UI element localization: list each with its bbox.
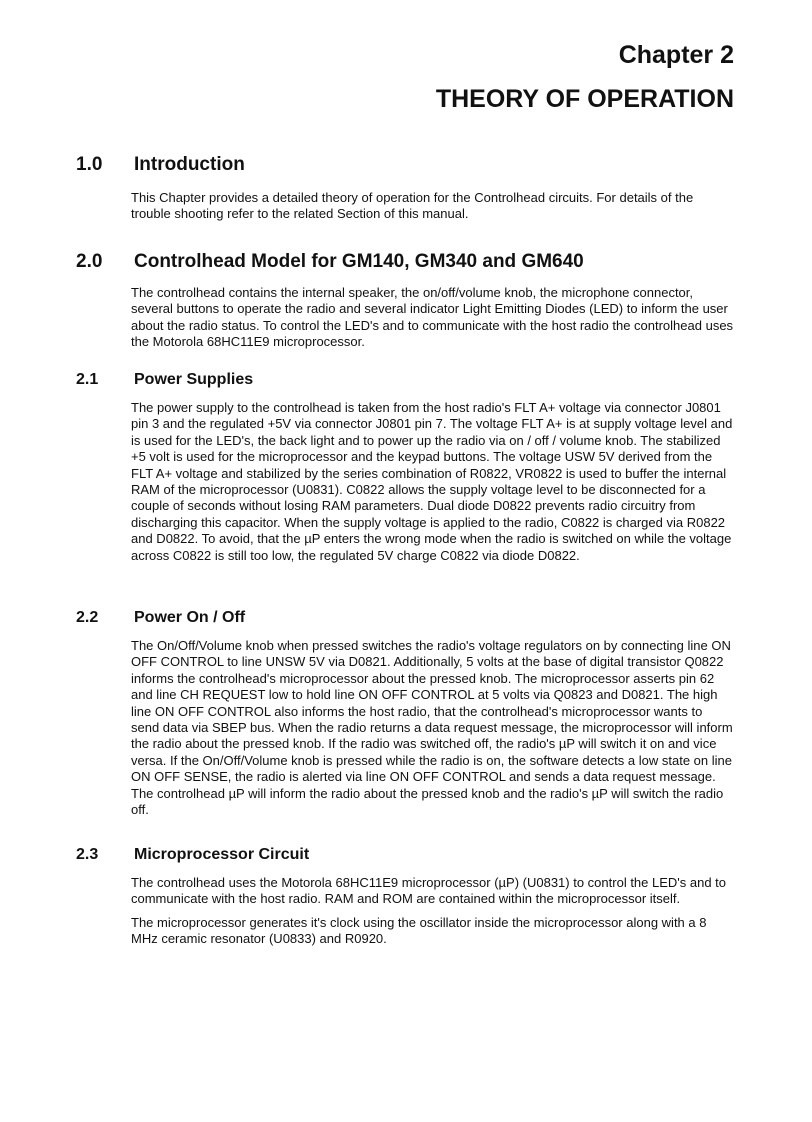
section-number: 2.1 — [76, 371, 99, 388]
section-body — [131, 285, 734, 358]
paragraph: This Chapter provides a detailed theory of operation for the Controlhead circuits. For details of the trouble shooting refer to the related Section of this manual. — [131, 190, 694, 222]
section-heading: Power On / Off — [134, 609, 246, 626]
paragraph: The controlhead contains the internal speaker, the on/off/volume knob, the microphone connector, several buttons to operate the radio and several indicator Light Emitting Diodes (LED) to inform the user about the radio status. To control the LED's and to communicate with the host radio the controlhead uses the Motorola 68HC11E9 microprocessor. — [131, 285, 734, 350]
chapter-label: Chapter 2 — [618, 41, 734, 69]
paragraph: The controlhead uses the Motorola 68HC11E9 microprocessor (µP) (U0831) to control the LED's and to communicate with the host radio. RAM and ROM are contained within the microprocessor itself. — [131, 875, 727, 907]
paragraph: The microprocessor generates it's clock using the oscillator inside the microprocessor along with a 8 MHz ceramic resonator (U0833) and R0920. — [131, 914, 707, 947]
section-body — [131, 638, 734, 825]
section-heading: Power Supplies — [134, 371, 254, 388]
section-number: 1.0 — [76, 154, 103, 175]
chapter-title: THEORY OF OPERATION — [435, 85, 734, 113]
section-number: 2.3 — [76, 846, 99, 863]
section-number: 2.2 — [76, 609, 99, 626]
section-body — [131, 400, 734, 571]
paragraph: The power supply to the controlhead is taken from the host radio's FLT A+ voltage via connector J0801 pin 3 and the regulated +5V via connector J0801 pin 7. The voltage FLT A+ is at supply voltage level and is used for the LED's, the back light and to power up the radio via on / off / volume knob. The stabilized +5 volt is used for the microprocessor and the keypad buttons. The voltage USW 5V derived from the FLT A+ voltage and stabilized by the series combination of R0822, VR0822 is used to buffer the internal RAM of the microprocessor (U0831). C0822 allows the supply voltage level to be disconnected for a couple of seconds without losing RAM parameters. Dual diode D0822 prevents radio circuitry from discharging this capacitor. When the supply voltage is applied to the radio, C0822 is charged via R0822 and D0822. To avoid, that the µP enters the wrong mode when the radio is switched on while the voltage across C0822 is still too low, the regulated 5V charge C0822 via diode D0822. — [131, 400, 733, 563]
section-number: 2.0 — [76, 251, 103, 272]
paragraph: The On/Off/Volume knob when pressed switches the radio's voltage regulators on by connecting line ON OFF CONTROL to line UNSW 5V via D0821. Additionally, 5 volts at the base of digital transistor Q0822 informs the controlhead's microprocessor about the pressed knob. The microprocessor asserts pin 62 and line CH REQUEST low to hold line ON OFF CONTROL at 5 volts via Q0823 and D0821. The high line ON OFF CONTROL also informs the host radio, that the controlhead's microprocessor wants to send data via SBEP bus. When the radio returns a data request message, the microprocessor will inform the radio about the pressed knob. If the radio was switched off, the radio's µP will switch it on and vice versa. If the On/Off/Volume knob is pressed while the radio is on, the software detects a low state on line ON OFF SENSE, the radio is alerted via line ON OFF CONTROL and sends a data request message. The controlhead µP will inform the radio about the pressed knob and the radio's µP will switch the radio off. — [131, 638, 733, 818]
section-body — [131, 190, 734, 230]
section-heading: Controlhead Model for GM140, GM340 and GM640 — [134, 251, 584, 272]
section-body — [131, 875, 734, 955]
section-heading: Microprocessor Circuit — [134, 846, 310, 863]
section-heading: Introduction — [134, 154, 245, 175]
